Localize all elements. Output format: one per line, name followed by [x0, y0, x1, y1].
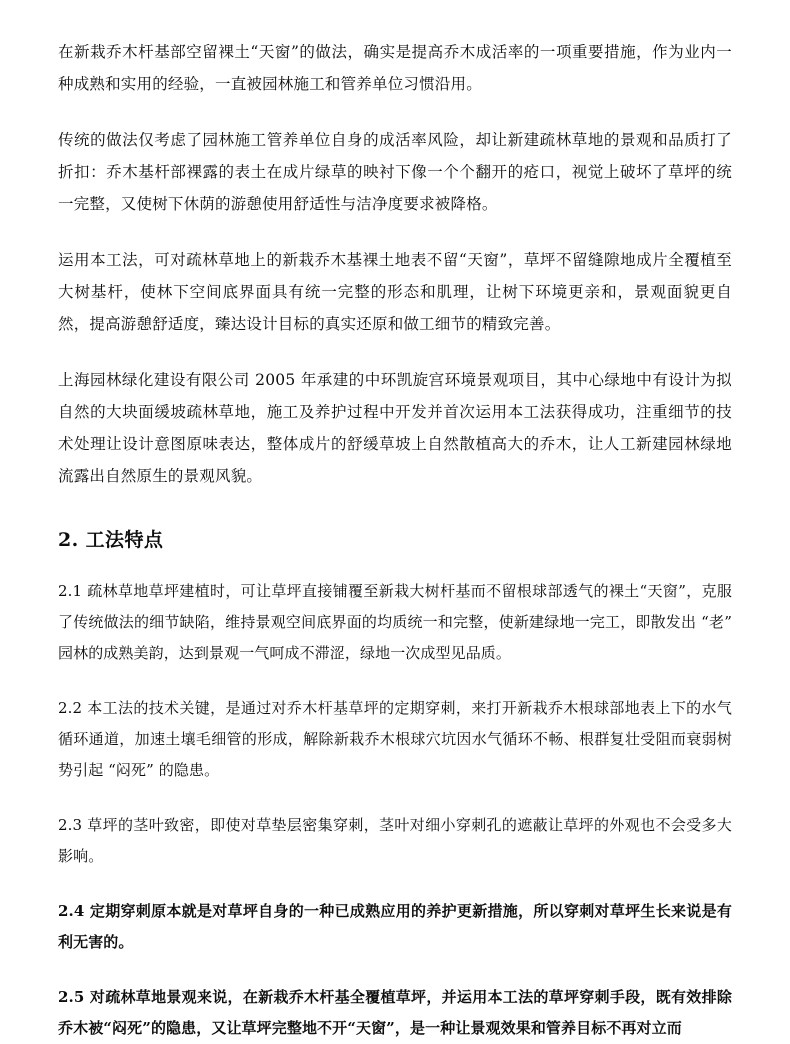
section-heading-2: 2. 工法特点: [58, 529, 164, 551]
numbered-paragraph-2-5: 2.5 对疏林草地景观来说，在新栽乔木杆基全覆植草坪，并运用本工法的草坪穿刺手段，既有效排除乔木被“闷死”的隐患，又让草坪完整地不开“天窗”，是一种让景观效果和管养目标不再对立而: [58, 988, 732, 1037]
numbered-paragraph-2-2: 2.2 本工法的技术关键，是通过对乔木杆基草坪的定期穿刺，来打开新栽乔木根球部地表上下的水气循环通道，加速土壤毛细管的形成，解除新栽乔木根球穴坑因水气循环不畅、根群复壮受阻而衰弱树势引起 “闷死” 的隐患。: [58, 699, 732, 779]
numbered-paragraph-2-1: 2.1 疏林草地草坪建植时，可让草坪直接铺覆至新栽大树杆基而不留根球部透气的裸土“天窗”，克服了传统做法的细节缺陷，维持景观空间底界面的均质统一和完整，使新建绿地一完工，即散发出 “老” 园林的成熟美韵，达到景观一气呵成不滞涩，绿地一次成型见品质。: [58, 582, 732, 662]
numbered-paragraph-2-4: 2.4 定期穿刺原本就是对草坪自身的一种已成熟应用的养护更新措施，所以穿刺对草坪生长来说是有利无害的。: [58, 902, 732, 951]
paragraph-intro-3: 运用本工法，可对疏林草地上的新栽乔木基裸土地表不留“天窗”，草坪不留缝隙地成片全覆植至大树基杆，使林下空间底界面具有统一完整的形态和肌理，让树下环境更亲和，景观面貌更自然，提高游憩舒适度，臻达设计目标的真实还原和做工细节的精致完善。: [58, 251, 732, 333]
paragraph-intro-1: 在新栽乔木杆基部空留裸土“天窗”的做法，确实是提高乔木成活率的一项重要措施，作为业内一种成熟和实用的经验，一直被园林施工和管养单位习惯沿用。: [58, 43, 732, 93]
numbered-paragraph-2-3: 2.3 草坪的茎叶致密，即使对草垫层密集穿刺，茎叶对细小穿刺孔的遮蔽让草坪的外观也不会受多大影响。: [58, 816, 732, 865]
paragraph-intro-2: 传统的做法仅考虑了园林施工管养单位自身的成活率风险，却让新建疏林草地的景观和品质打了折扣：乔木基杆部裸露的表土在成片绿草的映衬下像一个个翻开的疮口，视觉上破坏了草坪的统一完整，又使树下休荫的游憩使用舒适性与洁净度要求被降格。: [58, 131, 732, 213]
paragraph-intro-4: 上海园林绿化建设有限公司 2005 年承建的中环凯旋宫环境景观项目，其中心绿地中有设计为拟自然的大块面缓坡疏林草地，施工及养护过程中开发并首次运用本工法获得成功，注重细节的技术处理让设计意图原味表达，整体成片的舒缓草坡上自然散植高大的乔木，让人工新建园林绿地流露出自然原生的景观风貌。: [58, 371, 732, 485]
